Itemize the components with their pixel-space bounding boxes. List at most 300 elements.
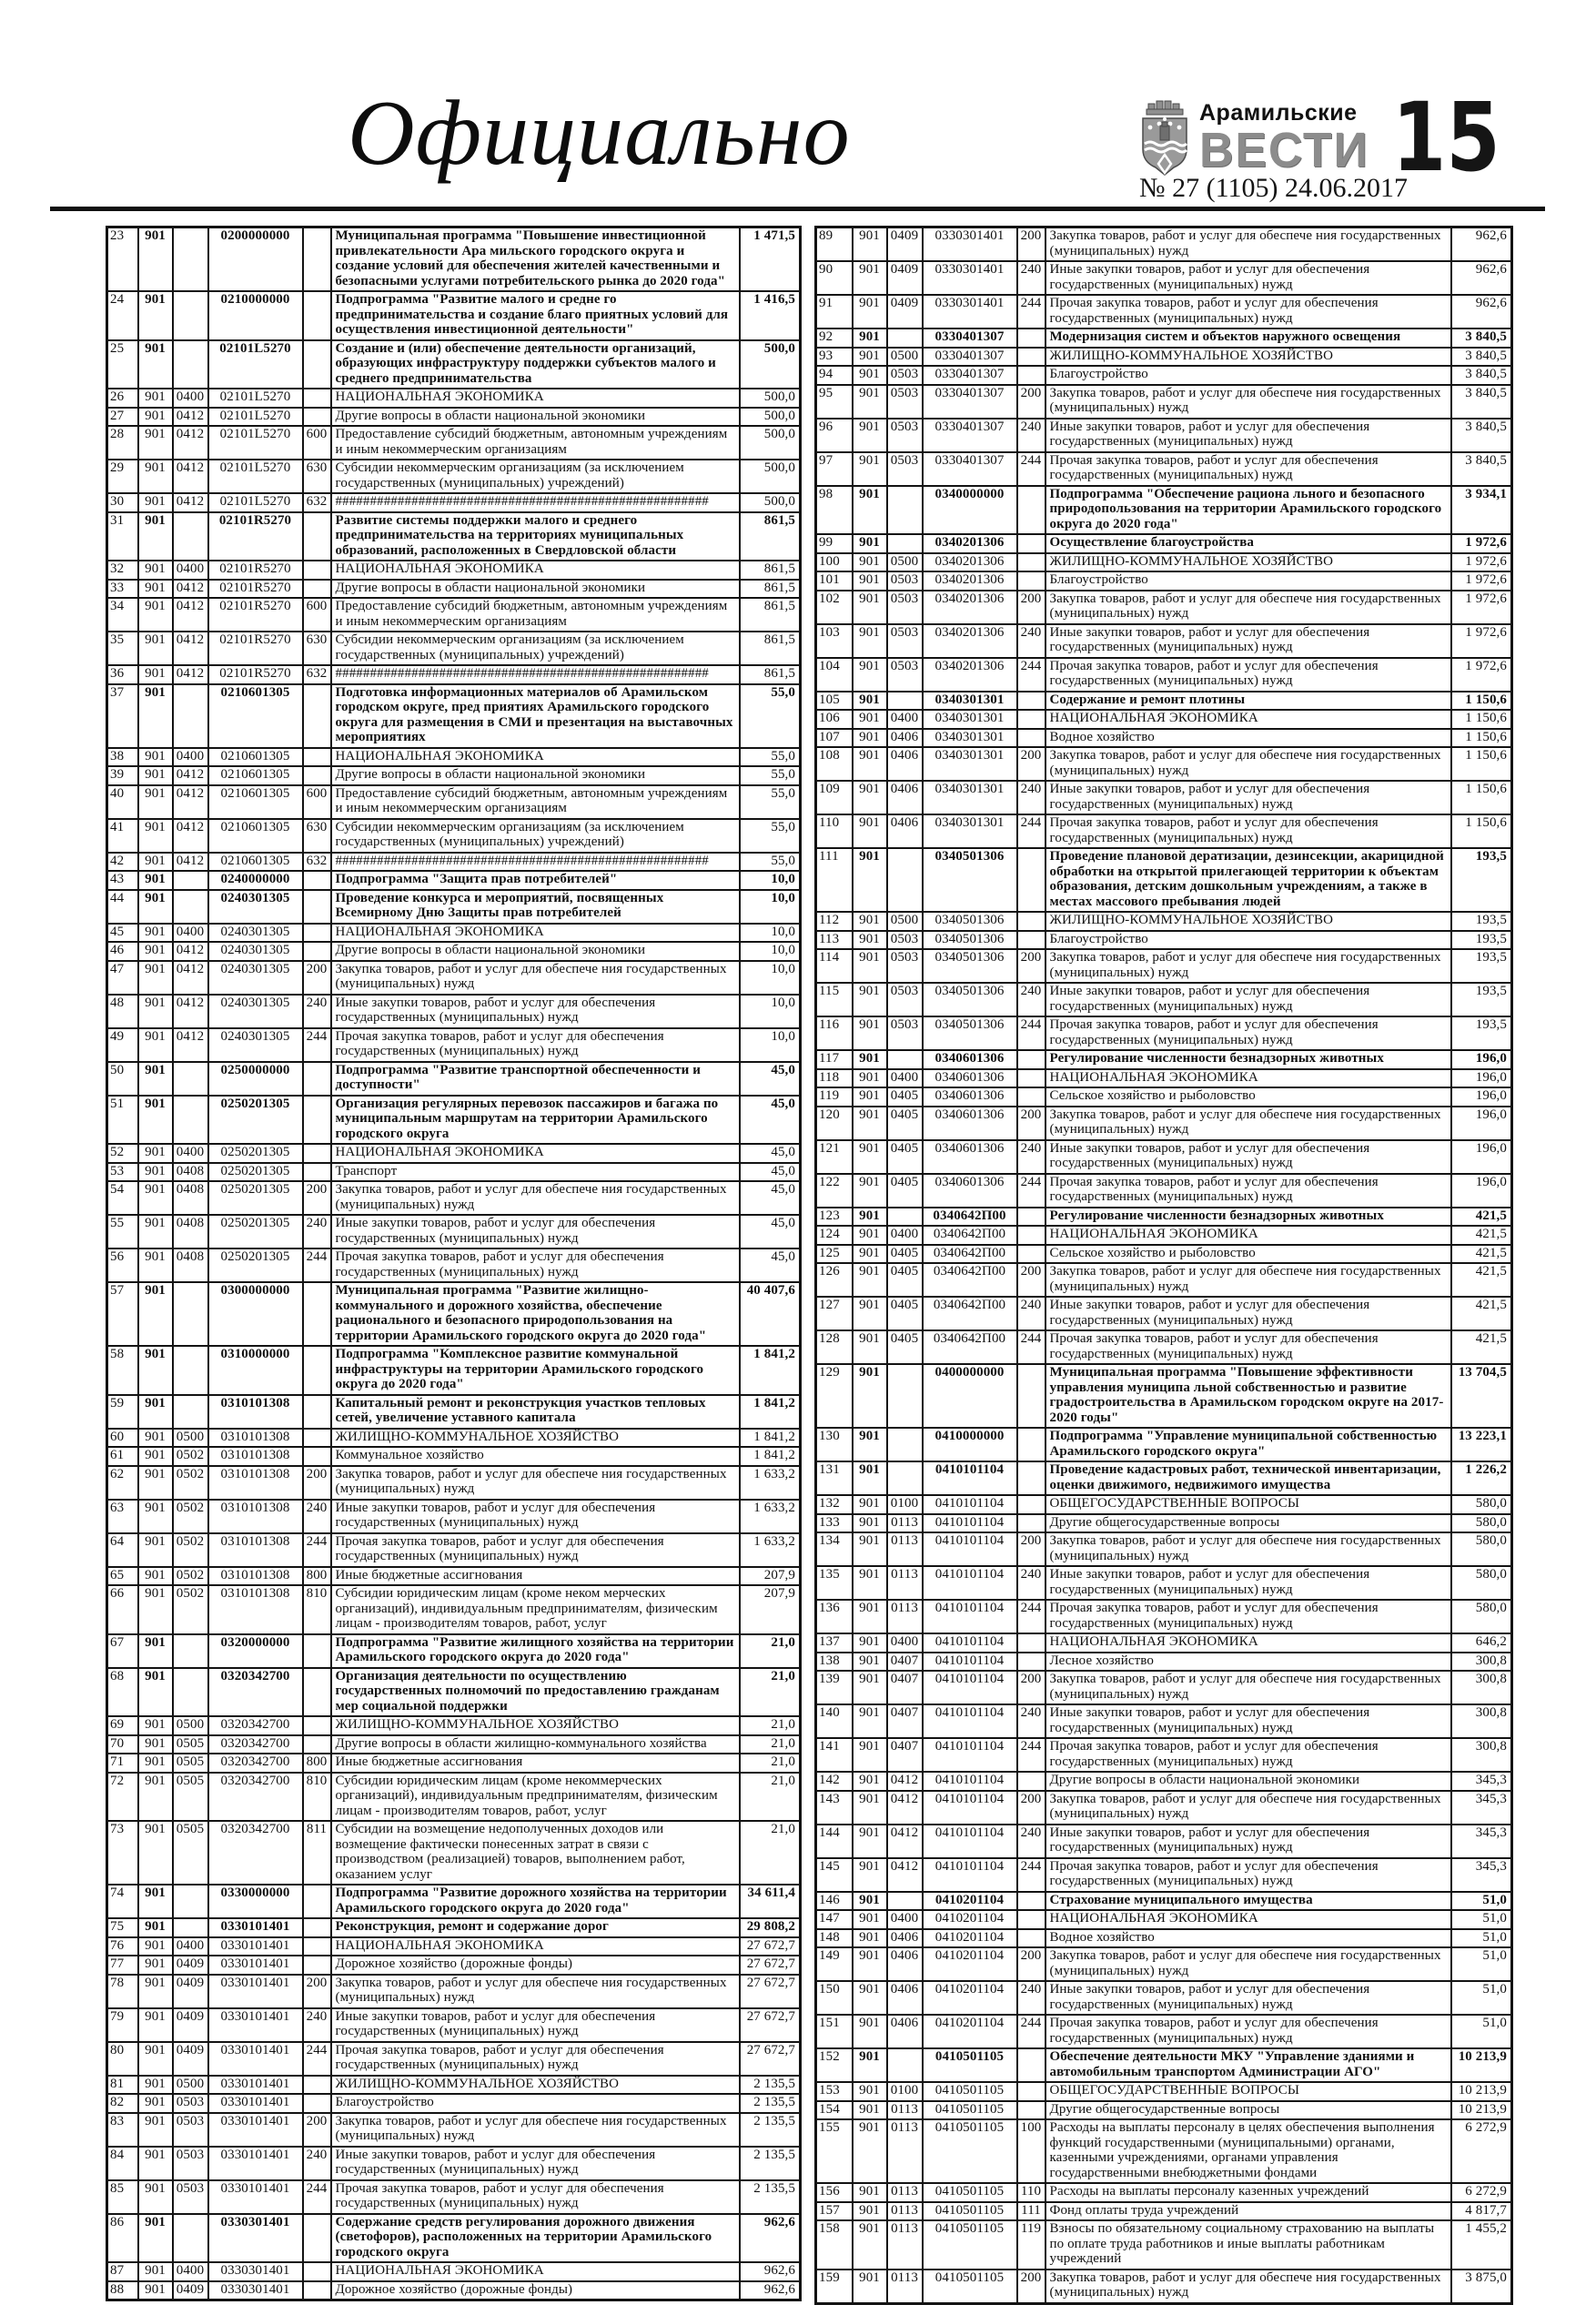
cell-name: Закупка товаров, работ и услуг для обеспече ния государственных (муниципальных) нужд: [1045, 1263, 1451, 1297]
cell-amount: 51,0: [1451, 1929, 1512, 1948]
cell-expense-type-code: [303, 1346, 331, 1395]
cell-amount: 2 135,5: [740, 2113, 801, 2147]
cell-grbs-code: 901: [853, 814, 887, 848]
cell-row-number: 88: [107, 2281, 138, 2300]
cell-target-article-code: 0330101401: [208, 2042, 303, 2076]
cell-grbs-code: 901: [138, 2214, 173, 2263]
cell-expense-type-code: [1017, 1245, 1045, 1264]
cell-expense-type-code: [303, 1447, 331, 1466]
cell-name: Взносы по обязательному социальному страхованию на выплаты по оплате труда работников и иные выплаты работникам учреждений: [1045, 2220, 1451, 2270]
cell-section-code: [173, 871, 208, 890]
cell-name: НАЦИОНАЛЬНАЯ ЭКОНОМИКА: [331, 2262, 740, 2281]
cell-amount: 55,0: [740, 853, 801, 872]
cell-target-article-code: 0210601305: [208, 766, 303, 785]
cell-grbs-code: 901: [138, 340, 173, 389]
table-row: [107, 2008, 801, 2042]
table-row: [816, 2220, 1512, 2270]
table-row: [816, 1245, 1512, 1264]
cell-name: Прочая закупка товаров, работ и услуг для обеспечения государственных (муниципальных) нужд: [1045, 2015, 1451, 2048]
table-row: [107, 512, 801, 561]
cell-grbs-code: 901: [853, 1208, 887, 1227]
table-row: [816, 983, 1512, 1016]
cell-amount: 2 135,5: [740, 2180, 801, 2214]
table-row: [816, 1087, 1512, 1107]
cell-amount: 10,0: [740, 890, 801, 924]
cell-expense-type-code: [303, 871, 331, 890]
cell-section-code: 0406: [887, 729, 923, 748]
cell-expense-type-code: 240: [1017, 1981, 1045, 2015]
cell-target-article-code: 0410101104: [923, 1671, 1017, 1704]
cell-section-code: 0407: [887, 1738, 923, 1772]
cell-section-code: [173, 1634, 208, 1668]
cell-name: ######################################################: [331, 665, 740, 684]
cell-grbs-code: 901: [138, 1144, 173, 1163]
cell-name: Дорожное хозяйство (дорожные фонды): [331, 1956, 740, 1975]
cell-section-code: 0400: [887, 1069, 923, 1088]
table-row: [107, 1395, 801, 1429]
table-row: [816, 1671, 1512, 1704]
cell-amount: 6 272,9: [1451, 2119, 1512, 2183]
cell-section-code: 0408: [173, 1181, 208, 1215]
cell-section-code: [173, 340, 208, 389]
cell-amount: 40 407,6: [740, 1282, 801, 1346]
cell-expense-type-code: 200: [303, 1181, 331, 1215]
cell-grbs-code: 901: [853, 1910, 887, 1929]
cell-grbs-code: 901: [138, 1395, 173, 1429]
cell-target-article-code: 0340601306: [923, 1107, 1017, 1140]
cell-amount: 21,0: [740, 1716, 801, 1735]
cell-amount: 51,0: [1451, 1981, 1512, 2015]
cell-section-code: 0412: [173, 1028, 208, 1062]
cell-grbs-code: 901: [853, 729, 887, 748]
cell-expense-type-code: [303, 1144, 331, 1163]
table-row: [816, 2119, 1512, 2183]
cell-name: Закупка товаров, работ и услуг для обеспече ния государственных (муниципальных) нужд: [1045, 1791, 1451, 1825]
cell-grbs-code: 901: [853, 1069, 887, 1088]
cell-amount: 421,5: [1451, 1297, 1512, 1330]
cell-section-code: 0409: [887, 295, 923, 329]
cell-expense-type-code: [303, 1937, 331, 1956]
table-row: [107, 2094, 801, 2113]
cell-row-number: 28: [107, 426, 138, 460]
cell-section-code: 0407: [887, 1704, 923, 1738]
cell-row-number: 79: [107, 2008, 138, 2042]
table-row: [816, 1297, 1512, 1330]
cell-name: Иные закупки товаров, работ и услуг для обеспечения государственных (муниципальных) нужд: [1045, 1981, 1451, 2015]
cell-grbs-code: 901: [853, 848, 887, 912]
cell-expense-type-code: [303, 2262, 331, 2281]
cell-row-number: 75: [107, 1918, 138, 1937]
cell-row-number: 33: [107, 580, 138, 599]
cell-target-article-code: 0330101401: [208, 2008, 303, 2042]
cell-section-code: 0409: [173, 2042, 208, 2076]
cell-name: Иные закупки товаров, работ и услуг для обеспечения государственных (муниципальных) нужд: [1045, 1704, 1451, 1738]
table-row: [816, 1772, 1512, 1791]
cell-target-article-code: 0340201306: [923, 591, 1017, 624]
cell-section-code: 0500: [173, 2076, 208, 2095]
table-row: [816, 1532, 1512, 1566]
cell-target-article-code: 0340000000: [923, 486, 1017, 535]
cell-expense-type-code: 600: [303, 426, 331, 460]
cell-expense-type-code: [1017, 1929, 1045, 1948]
cell-expense-type-code: [1017, 1653, 1045, 1672]
cell-expense-type-code: [303, 890, 331, 924]
cell-grbs-code: 901: [853, 1245, 887, 1264]
cell-expense-type-code: 244: [1017, 452, 1045, 486]
table-row: [816, 329, 1512, 348]
cell-row-number: 142: [816, 1772, 853, 1791]
cell-expense-type-code: [1017, 1050, 1045, 1069]
cell-name: Сельское хозяйство и рыболовство: [1045, 1087, 1451, 1107]
cell-grbs-code: 901: [853, 1226, 887, 1245]
cell-row-number: 149: [816, 1947, 853, 1981]
cell-row-number: 35: [107, 632, 138, 665]
cell-target-article-code: 0340642П00: [923, 1208, 1017, 1227]
cell-target-article-code: 0330401307: [923, 329, 1017, 348]
cell-grbs-code: 901: [138, 1466, 173, 1500]
cell-row-number: 111: [816, 848, 853, 912]
cell-expense-type-code: 244: [303, 1249, 331, 1282]
cell-row-number: 135: [816, 1566, 853, 1600]
cell-name: Благоустройство: [1045, 366, 1451, 385]
cell-expense-type-code: [303, 389, 331, 408]
cell-name: НАЦИОНАЛЬНАЯ ЭКОНОМИКА: [1045, 1226, 1451, 1245]
table-row: [816, 1140, 1512, 1174]
cell-expense-type-code: 810: [303, 1773, 331, 1822]
cell-section-code: 0113: [887, 2270, 923, 2304]
cell-row-number: 150: [816, 1981, 853, 2015]
table-row: [107, 561, 801, 580]
cell-target-article-code: 0330101401: [208, 1937, 303, 1956]
cell-grbs-code: 901: [138, 1821, 173, 1885]
cell-name: Иные закупки товаров, работ и услуг для обеспечения государственных (муниципальных) нужд: [1045, 624, 1451, 658]
cell-expense-type-code: 632: [303, 493, 331, 512]
table-row: [107, 1754, 801, 1773]
table-row: [816, 1364, 1512, 1428]
cell-row-number: 59: [107, 1395, 138, 1429]
cell-section-code: 0412: [887, 1825, 923, 1858]
table-row: [107, 1096, 801, 1145]
cell-row-number: 130: [816, 1428, 853, 1461]
cell-amount: 1 841,2: [740, 1395, 801, 1429]
cell-target-article-code: 0240301305: [208, 995, 303, 1028]
cell-amount: 345,3: [1451, 1791, 1512, 1825]
cell-name: Регулирование численности безнадзорных животных: [1045, 1050, 1451, 1069]
cell-expense-type-code: [1017, 366, 1045, 385]
cell-target-article-code: 0240301305: [208, 961, 303, 995]
cell-target-article-code: 0410201104: [923, 2015, 1017, 2048]
cell-section-code: 0405: [887, 1087, 923, 1107]
cell-target-article-code: 0340501306: [923, 949, 1017, 983]
cell-name: Коммунальное хозяйство: [331, 1447, 740, 1466]
cell-row-number: 105: [816, 692, 853, 711]
cell-amount: 196,0: [1451, 1069, 1512, 1088]
cell-grbs-code: 901: [138, 2147, 173, 2180]
table-row: [816, 1929, 1512, 1948]
cell-target-article-code: 0310101308: [208, 1585, 303, 1634]
table-row: [816, 1704, 1512, 1738]
cell-name: Иные закупки товаров, работ и услуг для обеспечения государственных (муниципальных) нужд: [1045, 1566, 1451, 1600]
cell-grbs-code: 901: [853, 710, 887, 729]
table-row: [107, 665, 801, 684]
cell-row-number: 112: [816, 912, 853, 931]
cell-name: Подпрограмма "Развитие жилищного хозяйства на территории Арамильского городского округа до 2020 года": [331, 1634, 740, 1668]
cell-section-code: 0503: [173, 2147, 208, 2180]
cell-expense-type-code: 200: [1017, 1107, 1045, 1140]
cell-amount: 2 135,5: [740, 2147, 801, 2180]
cell-section-code: 0113: [887, 2202, 923, 2221]
cell-amount: 45,0: [740, 1181, 801, 1215]
cell-target-article-code: 0330401307: [923, 452, 1017, 486]
cell-grbs-code: 901: [853, 1263, 887, 1297]
cell-section-code: [173, 291, 208, 340]
cell-section-code: 0113: [887, 1514, 923, 1533]
cell-name: Дорожное хозяйство (дорожные фонды): [331, 2281, 740, 2300]
cell-target-article-code: 0340642П00: [923, 1245, 1017, 1264]
cell-target-article-code: 0250201305: [208, 1249, 303, 1282]
cell-section-code: [173, 1346, 208, 1395]
cell-grbs-code: 901: [138, 389, 173, 408]
cell-row-number: 77: [107, 1956, 138, 1975]
cell-amount: 962,6: [1451, 261, 1512, 295]
cell-target-article-code: 0340501306: [923, 912, 1017, 931]
cell-amount: 421,5: [1451, 1226, 1512, 1245]
cell-grbs-code: 901: [853, 781, 887, 814]
cell-section-code: 0412: [173, 632, 208, 665]
cell-row-number: 131: [816, 1461, 853, 1495]
cell-row-number: 158: [816, 2220, 853, 2270]
cell-amount: 1 150,6: [1451, 692, 1512, 711]
cell-target-article-code: 0250201305: [208, 1163, 303, 1182]
cell-name: Подпрограмма "Защита прав потребителей": [331, 871, 740, 890]
table-row: [816, 553, 1512, 572]
table-row: [107, 340, 801, 389]
table-row: [107, 2147, 801, 2180]
cell-name: Прочая закупка товаров, работ и услуг для обеспечения государственных (муниципальных) нужд: [331, 2180, 740, 2214]
cell-row-number: 51: [107, 1096, 138, 1145]
cell-expense-type-code: 240: [303, 995, 331, 1028]
cell-amount: 34 611,4: [740, 1885, 801, 1918]
cell-target-article-code: 0340201306: [923, 624, 1017, 658]
cell-expense-type-code: 800: [303, 1754, 331, 1773]
cell-expense-type-code: [1017, 1772, 1045, 1791]
cell-section-code: 0400: [173, 748, 208, 767]
table-row: [107, 2042, 801, 2076]
cell-section-code: 0503: [173, 2180, 208, 2214]
cell-target-article-code: 0340301301: [923, 747, 1017, 781]
cell-amount: 55,0: [740, 748, 801, 767]
cell-row-number: 100: [816, 553, 853, 572]
cell-grbs-code: 901: [853, 1514, 887, 1533]
table-row: [816, 729, 1512, 748]
table-row: [107, 1249, 801, 1282]
cell-expense-type-code: 240: [1017, 419, 1045, 452]
cell-target-article-code: 0340601306: [923, 1140, 1017, 1174]
table-row: [816, 2270, 1512, 2304]
cell-row-number: 55: [107, 1215, 138, 1249]
cell-row-number: 97: [816, 452, 853, 486]
table-row: [107, 1346, 801, 1395]
table-row: [107, 1215, 801, 1249]
cell-grbs-code: 901: [138, 1215, 173, 1249]
cell-row-number: 102: [816, 591, 853, 624]
cell-name: Предоставление субсидий бюджетным, автономным учреждениям и иным некоммерческим организациям: [331, 785, 740, 819]
table-row: [107, 684, 801, 748]
cell-grbs-code: 901: [138, 493, 173, 512]
cell-target-article-code: 0340301301: [923, 729, 1017, 748]
cell-grbs-code: 901: [853, 1087, 887, 1107]
cell-target-article-code: 0320342700: [208, 1668, 303, 1717]
cell-amount: 193,5: [1451, 912, 1512, 931]
cell-section-code: [887, 1208, 923, 1227]
cell-row-number: 144: [816, 1825, 853, 1858]
cell-grbs-code: 901: [138, 291, 173, 340]
cell-amount: 500,0: [740, 340, 801, 389]
cell-target-article-code: 0330101401: [208, 2180, 303, 2214]
cell-row-number: 42: [107, 853, 138, 872]
cell-grbs-code: 901: [853, 1791, 887, 1825]
cell-expense-type-code: 100: [1017, 2119, 1045, 2183]
cell-row-number: 60: [107, 1429, 138, 1448]
cell-section-code: 0503: [887, 571, 923, 591]
cell-grbs-code: 901: [853, 1947, 887, 1981]
table-row: [816, 2048, 1512, 2082]
cell-grbs-code: 901: [853, 2183, 887, 2202]
table-row: [107, 2262, 801, 2281]
table-row: [107, 1062, 801, 1096]
cell-expense-type-code: 240: [303, 1215, 331, 1249]
cell-section-code: 0409: [173, 1956, 208, 1975]
cell-amount: 962,6: [1451, 295, 1512, 329]
cell-amount: 193,5: [1451, 1016, 1512, 1050]
cell-grbs-code: 901: [853, 1858, 887, 1892]
cell-name: Проведение плановой дератизации, дезинсекции, акарицидной обработки на открытой прилегающей территории к объектам образования, детским дошкольным учреждениям, а также в местах массового пребывания людей: [1045, 848, 1451, 912]
cell-grbs-code: 901: [138, 426, 173, 460]
cell-expense-type-code: [303, 684, 331, 748]
cell-grbs-code: 901: [853, 1892, 887, 1911]
cell-target-article-code: 0330101401: [208, 2113, 303, 2147]
cell-grbs-code: 901: [138, 871, 173, 890]
cell-section-code: 0408: [173, 1215, 208, 1249]
cell-target-article-code: 0330101401: [208, 2094, 303, 2113]
table-row: [107, 2214, 801, 2263]
cell-name: Прочая закупка товаров, работ и услуг для обеспечения государственных (муниципальных) нужд: [331, 1028, 740, 1062]
cell-section-code: [173, 1282, 208, 1346]
cell-target-article-code: 0330101401: [208, 1956, 303, 1975]
cell-grbs-code: 901: [853, 1600, 887, 1633]
cell-section-code: 0412: [887, 1772, 923, 1791]
cell-target-article-code: 0320342700: [208, 1735, 303, 1754]
cell-row-number: 54: [107, 1181, 138, 1215]
cell-section-code: 0412: [887, 1858, 923, 1892]
section-title: Официально: [348, 82, 851, 185]
cell-row-number: 134: [816, 1532, 853, 1566]
cell-row-number: 113: [816, 931, 853, 950]
cell-amount: 6 272,9: [1451, 2183, 1512, 2202]
cell-amount: 196,0: [1451, 1087, 1512, 1107]
cell-target-article-code: 0330301401: [208, 2281, 303, 2300]
cell-row-number: 129: [816, 1364, 853, 1428]
cell-section-code: 0406: [887, 747, 923, 781]
cell-name: Иные закупки товаров, работ и услуг для обеспечения государственных (муниципальных) нужд: [1045, 1297, 1451, 1330]
cell-amount: 1 416,5: [740, 291, 801, 340]
cell-section-code: 0412: [173, 853, 208, 872]
cell-amount: 10,0: [740, 924, 801, 943]
cell-row-number: 141: [816, 1738, 853, 1772]
table-row: [107, 460, 801, 493]
cell-section-code: [173, 684, 208, 748]
cell-section-code: [887, 848, 923, 912]
cell-expense-type-code: 240: [1017, 624, 1045, 658]
cell-grbs-code: 901: [138, 1028, 173, 1062]
cell-expense-type-code: 200: [1017, 949, 1045, 983]
table-row: [107, 766, 801, 785]
cell-amount: 962,6: [740, 2281, 801, 2300]
cell-row-number: 104: [816, 658, 853, 692]
cell-section-code: 0500: [887, 912, 923, 931]
cell-expense-type-code: [303, 1735, 331, 1754]
cell-target-article-code: 0410201104: [923, 1947, 1017, 1981]
cell-target-article-code: 0410501105: [923, 2101, 1017, 2120]
cell-section-code: 0505: [173, 1821, 208, 1885]
table-row: [107, 1956, 801, 1975]
cell-grbs-code: 901: [853, 2270, 887, 2304]
budget-table: [814, 226, 1513, 2305]
cell-amount: 21,0: [740, 1754, 801, 1773]
cell-grbs-code: 901: [853, 1107, 887, 1140]
cell-name: НАЦИОНАЛЬНАЯ ЭКОНОМИКА: [1045, 710, 1451, 729]
cell-grbs-code: 901: [853, 1140, 887, 1174]
cell-target-article-code: 0410501105: [923, 2183, 1017, 2202]
table-row: [816, 591, 1512, 624]
cell-section-code: 0400: [887, 710, 923, 729]
cell-grbs-code: 901: [138, 924, 173, 943]
cell-grbs-code: 901: [853, 2101, 887, 2120]
cell-grbs-code: 901: [853, 692, 887, 711]
cell-amount: 1 226,2: [1451, 1461, 1512, 1495]
cell-section-code: 0503: [887, 983, 923, 1016]
cell-section-code: 0412: [173, 665, 208, 684]
cell-section-code: 0412: [173, 460, 208, 493]
cell-grbs-code: 901: [138, 1346, 173, 1395]
cell-grbs-code: 901: [138, 665, 173, 684]
cell-section-code: 0412: [173, 493, 208, 512]
cell-expense-type-code: 244: [1017, 814, 1045, 848]
cell-section-code: 0503: [173, 2113, 208, 2147]
cell-section-code: 0502: [173, 1466, 208, 1500]
cell-section-code: 0400: [173, 924, 208, 943]
cell-amount: 27 672,7: [740, 1975, 801, 2008]
budget-table-left-column: [106, 226, 799, 2301]
cell-name: ЖИЛИЩНО-КОММУНАЛЬНОЕ ХОЗЯЙСТВО: [1045, 912, 1451, 931]
cell-section-code: 0400: [887, 1226, 923, 1245]
cell-name: Капитальный ремонт и реконструкция участков тепловых сетей, увеличение уставного капитала: [331, 1395, 740, 1429]
table-row: [816, 2015, 1512, 2048]
cell-name: Муниципальная программа "Повышение эффективности управления муниципа льной собственностью и развитие градостроительства в Арамильском городском округе на 2017-2020 годы": [1045, 1364, 1451, 1428]
cell-section-code: 0412: [173, 766, 208, 785]
cell-grbs-code: 901: [138, 1754, 173, 1773]
table-row: [107, 1533, 801, 1567]
cell-amount: 3 934,1: [1451, 486, 1512, 535]
cell-row-number: 39: [107, 766, 138, 785]
cell-amount: 421,5: [1451, 1263, 1512, 1297]
cell-name: Водное хозяйство: [1045, 729, 1451, 748]
cell-row-number: 146: [816, 1892, 853, 1911]
cell-section-code: 0503: [887, 624, 923, 658]
cell-grbs-code: 901: [138, 1567, 173, 1586]
cell-section-code: [173, 890, 208, 924]
table-row: [816, 814, 1512, 848]
